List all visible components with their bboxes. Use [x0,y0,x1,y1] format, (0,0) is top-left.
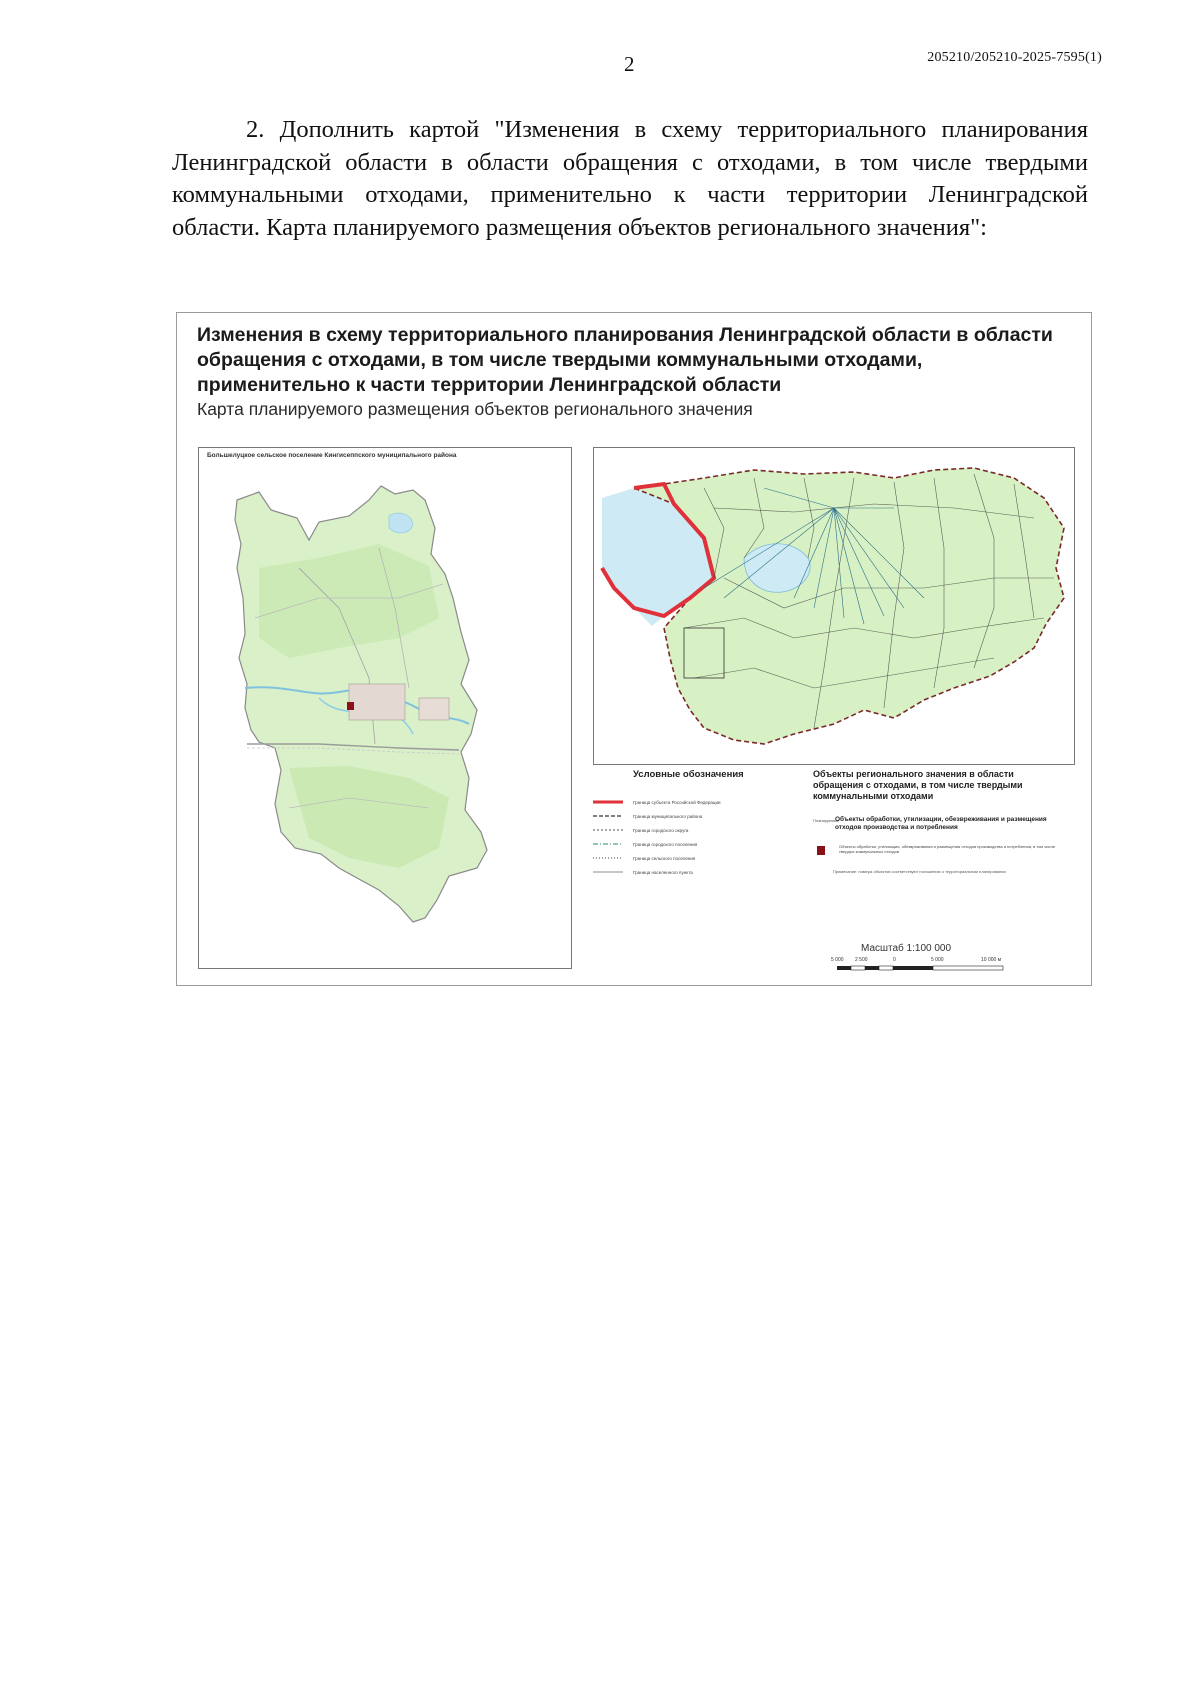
objects-subheading: Объекты обработки, утилизации, обезвреживания и размещения отходов производства и потребления [835,816,1047,831]
legend-label: Граница городского поселения [633,841,698,847]
region-map-panel [593,447,1075,765]
objects-note: Примечание: номера объектов соответствуют положению о территориальном планировании [833,869,1006,874]
scale-tick: 5 000 [831,957,844,963]
legend-row-urban-settlement-border [593,837,783,851]
legend-row-rural-settlement-border [593,851,783,865]
legend-label: Граница муниципального района [633,813,703,819]
objects-sub-row [813,816,1063,832]
objects-item-text: Объекты обработки, утилизации, обезвреживания и размещения отходов производства и потребления, в том числе твердых коммунальных отходов [839,844,1056,854]
legend-row-district-border [593,809,783,823]
objects-item [813,844,1063,855]
settlement-map [199,448,571,968]
scale-label: Масштаб 1:100 000 [861,943,952,954]
region-overview-map [594,448,1074,764]
legend-row-locality-border [593,865,783,879]
page-number: 2 [624,52,635,76]
body-paragraph: 2. Дополнить картой "Изменения в схему территориального планирования Ленинградской области в области обращения с отходами, в том числе твердыми коммунальными отходами, применительно к части территории Ленинградской области. Карта планируемого размещения объектов регионального значения": [172,116,1088,241]
legend-label: Граница сельского поселения [633,855,696,861]
legend-heading: Условные обозначения [633,769,744,780]
map-subtitle: Карта планируемого размещения объектов регионального значения [197,399,753,419]
legend-row-state-border [593,795,783,809]
objects-tag: Планируемые [813,818,840,823]
scale-bar-graphic [837,965,1007,971]
legend-row-city-district-border [593,823,783,837]
waste-facility-legend-icon [817,846,825,855]
settlement-area [419,698,449,720]
settlement-map-title: Большелуцкое сельское поселение Кингисеппского муниципального района [207,452,457,459]
objects-heading: Объекты регионального значения в области обращения с отходами, в том числе твердыми коммунальными отходами [813,769,1023,801]
document-id: 205210/205210-2025-7595(1) [927,50,1102,65]
waste-facility-marker [347,702,354,710]
legend-rows [593,795,783,879]
scale-tick: 2 500 [855,957,868,963]
scale-tick: 0 [893,957,896,963]
legend [593,769,1073,979]
settlement-area [349,684,405,720]
legend-label: Граница городского округа [633,827,689,833]
map-title: Изменения в схему территориального планирования Ленинградской области в области обращения с отходами, в том числе твердыми коммунальными отходами, применительно к части территории Ленинградской области [197,324,1053,396]
objects-legend [813,769,1063,874]
map-sheet [176,312,1092,986]
scale-tick: 5 000 [931,957,944,963]
scale-tick: 10 000 м [981,957,1002,963]
settlement-map-panel [198,447,572,969]
legend-label: Граница субъекта Российской Федерации [633,799,721,805]
legend-label: Граница населенного пункта [633,869,693,875]
